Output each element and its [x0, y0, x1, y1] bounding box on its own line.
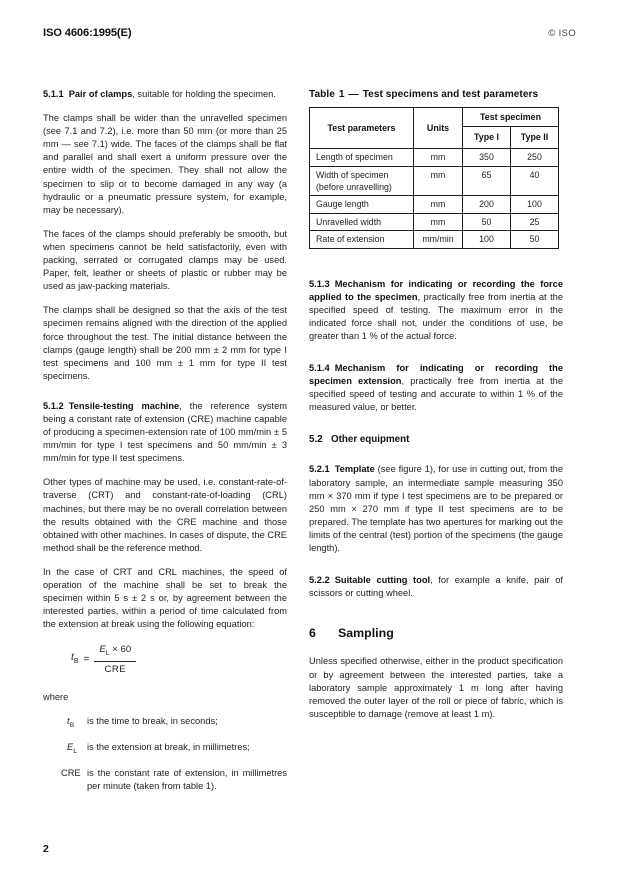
clause-5-1-3: [309, 278, 563, 343]
equation-fraction: [94, 643, 136, 676]
cell-type2: 250: [511, 149, 559, 166]
clause-5-1-4-number: 5.1.4: [309, 363, 330, 373]
definition-symbol-char: E: [67, 742, 74, 753]
definition-description: is the time to break, in seconds;: [87, 716, 218, 727]
header-test-specimen-group: Test specimen: [463, 108, 559, 127]
copyright-notice: © ISO: [548, 28, 576, 39]
clause-5-1-3-lead: Mechanism for indicating or recording the force applied to the specimen: [309, 278, 563, 302]
heading-5-2-number: 5.2: [309, 434, 323, 446]
heading-6-sampling: [309, 627, 563, 640]
cell-type2: 25: [511, 213, 559, 230]
equation-numerator-subscript: L: [105, 650, 110, 658]
definition-item: [43, 715, 287, 732]
cell-parameter: Rate of extension: [310, 231, 414, 248]
equation-numerator: [94, 643, 136, 662]
header-units: Units: [414, 108, 463, 149]
table-row: [310, 149, 559, 166]
cell-type2: 40: [511, 166, 559, 196]
paragraph-clamp-design: The clamps shall be designed so that the axis of the test specimen remains aligned with the direction of the applied force throughout the test. The initial distance between the clamps (gauge length) shall be 200 mm ± 2 mm for type I test specimens and 100 mm ± 1 mm for type II test specimens.: [43, 305, 287, 381]
equation-lhs: [71, 651, 83, 668]
definition-symbol-subscript: L: [73, 748, 77, 756]
clause-5-1-1-lead: Pair of clamps: [68, 89, 133, 99]
where-label: where: [43, 692, 69, 703]
heading-6-number: 6: [309, 626, 316, 641]
page-number: 2: [43, 844, 49, 855]
clause-5-1-3-number: 5.1.3: [309, 278, 330, 289]
table-caption-title: Test specimens and test parameters: [362, 89, 539, 100]
left-text-column: [43, 88, 287, 794]
table-row: [310, 196, 559, 213]
clause-5-1-4-text: , practically free from inertia at the specified speed of testing and accurate to within 1 % of the measured value, or better.: [309, 376, 564, 413]
clause-5-2-1: [309, 463, 563, 555]
clause-5-1-4: [309, 362, 563, 414]
heading-6-title: Sampling: [338, 626, 394, 641]
cell-parameter: Gauge length: [310, 196, 414, 213]
equation-denominator: CRE: [104, 664, 126, 676]
paragraph-clamp-width: The clamps shall be wider than the unravelled specimen (see 7.1 and 7.2), i.e. more than 50 mm (or more than 25 mm — see 7.1) wide. The faces of the clamps shall be flat and parallel and shall exert a uniform pressure over the entire width of the specimen. They shall not allow the specimen to slip or to become damaged in any way (a hydraulic or a pneumatic pressure system, for example, may be necessary).: [43, 113, 287, 215]
clause-5-1-2-number: 5.1.2: [43, 400, 64, 411]
cell-units: mm: [414, 166, 463, 196]
clause-5-2-1-number: 5.2.1: [309, 464, 330, 475]
table-1-test-specimens: [309, 107, 559, 248]
cell-type2: 50: [511, 231, 559, 248]
clause-5-1-3-text: , practically free from inertia at the specified speed of testing. The maximum error in the indicated force shall not, under the conditions of use, be greater than 1 % of the actual force.: [309, 291, 563, 341]
definition-symbol: [43, 767, 87, 793]
clause-5-1-2-text: , the reference system being a constant rate of extension (CRE) machine capable of producing a specimen-extension rate of 100 mm/min ± 5 mm/min for type I test specimens and 50 mm/min ± 3 mm/min for type II test specimens.: [43, 400, 287, 464]
table-header-row-1: [310, 108, 559, 127]
table-caption-number: 1: [338, 89, 345, 100]
definition-symbol: [43, 715, 87, 732]
table-caption-dash: —: [348, 89, 359, 100]
clause-5-1-1: [43, 88, 287, 101]
cell-type1: 50: [463, 213, 511, 230]
cell-parameter: Unravelled width: [310, 213, 414, 230]
cell-parameter: Width of specimen (before unravelling): [310, 166, 414, 196]
equation-lhs-symbol: t: [71, 652, 74, 664]
symbol-definition-list: [43, 715, 287, 793]
definition-description: is the constant rate of extension, in millimetres per minute (taken from table 1).: [87, 768, 287, 792]
equation-equals-sign: =: [83, 654, 90, 666]
definition-symbol-char: t: [67, 716, 70, 727]
clause-5-2-1-lead: Template: [334, 464, 375, 475]
header-test-parameters: Test parameters: [310, 108, 414, 149]
clause-5-2-2-text: , for example a knife, pair of scissors or cutting wheel.: [309, 575, 563, 599]
cell-parameter: Length of specimen: [310, 149, 414, 166]
cell-type1: 200: [463, 196, 511, 213]
break-time-equation: [43, 643, 287, 679]
header-type-2: Type II: [511, 127, 559, 149]
header-type-1: Type I: [463, 127, 511, 149]
definition-symbol: [43, 741, 87, 758]
heading-5-2-title: Other equipment: [331, 434, 410, 446]
page-header: [43, 27, 576, 43]
cell-type1: 100: [463, 231, 511, 248]
clause-5-2-2-number: 5.2.2: [309, 575, 330, 586]
cell-type1: 350: [463, 149, 511, 166]
definition-symbol-char: CRE: [61, 768, 81, 779]
paragraph-other-machines: Other types of machine may be used, i.e. constant-rate-of-traverse (CRT) and constant-rate-of-loading (CRL) machines, but there may be no overall correlation between the results obtained with the CRE machine and those obtained with other machines. In cases of dispute, the CRE method shall be the reference method.: [43, 477, 287, 553]
table-caption-label: Table: [309, 89, 335, 100]
definition-description: is the extension at break, in millimetres;: [87, 742, 250, 753]
table-1-caption: [309, 88, 563, 101]
clause-5-1-2-lead: Tensile-testing machine: [68, 400, 180, 411]
definition-item: [43, 741, 287, 758]
paragraph-sampling: Unless specified otherwise, either in the product specification or by agreement between the interested parties, take a laboratory sample approximately 1 m long after having removed the outer layer of the roll or piece of fabric, which is susceptible to damage (remove at least 1 m).: [309, 656, 563, 719]
clause-5-1-4-lead: Mechanism for indicating or recording the specimen extension: [309, 363, 563, 387]
clause-5-2-2: [309, 574, 563, 600]
equation-numerator-symbol: E: [99, 644, 106, 656]
clause-5-2-1-text: (see figure 1), for use in cutting out, from the laboratory sample, an intermediate sample measuring 350 mm × 370 mm if type I test specimens are to be prepared or 250 mm × 270 mm if type II test specimens are to be prepared. The template has two apertures for marking out the limits of the central (test) portion of the specimens (the gauge length).: [309, 464, 563, 554]
clause-5-1-2: [43, 400, 287, 465]
standard-reference: ISO 4606:1995(E): [43, 27, 132, 39]
table-row: [310, 166, 559, 196]
table-row: [310, 213, 559, 230]
cell-type2: 100: [511, 196, 559, 213]
cell-units: mm: [414, 196, 463, 213]
cell-type1: 65: [463, 166, 511, 196]
clause-5-2-2-lead: Suitable cutting tool: [334, 575, 431, 586]
equation-numerator-rest: × 60: [112, 644, 132, 656]
clause-5-1-1-text: , suitable for holding the specimen.: [132, 89, 276, 99]
cell-units: mm: [414, 149, 463, 166]
definition-item: [43, 767, 287, 793]
paragraph-clamp-faces: The faces of the clamps should preferably be smooth, but when specimens cannot be held satisfactorily, even with packing, serrated or corrugated clamps may be used. Paper, felt, leather or sheets of plastic or rubber may be used as jaw-packing materials.: [43, 228, 287, 292]
right-text-column: [309, 88, 563, 721]
cell-units: mm: [414, 213, 463, 230]
paragraph-crt-crl-speed: In the case of CRT and CRL machines, the speed of operation of the machine shall be set to break the specimen within 5 s ± 2 s or, by agreement between the interested parties, within a period of time calculated from the extension at break using the following equation:: [43, 566, 287, 630]
equation-lhs-subscript: B: [73, 658, 79, 666]
heading-5-2: [309, 433, 563, 446]
cell-units: mm/min: [414, 231, 463, 248]
clause-5-1-1-number: 5.1.1: [43, 89, 64, 99]
table-row: [310, 231, 559, 248]
definition-symbol-subscript: B: [69, 722, 75, 730]
